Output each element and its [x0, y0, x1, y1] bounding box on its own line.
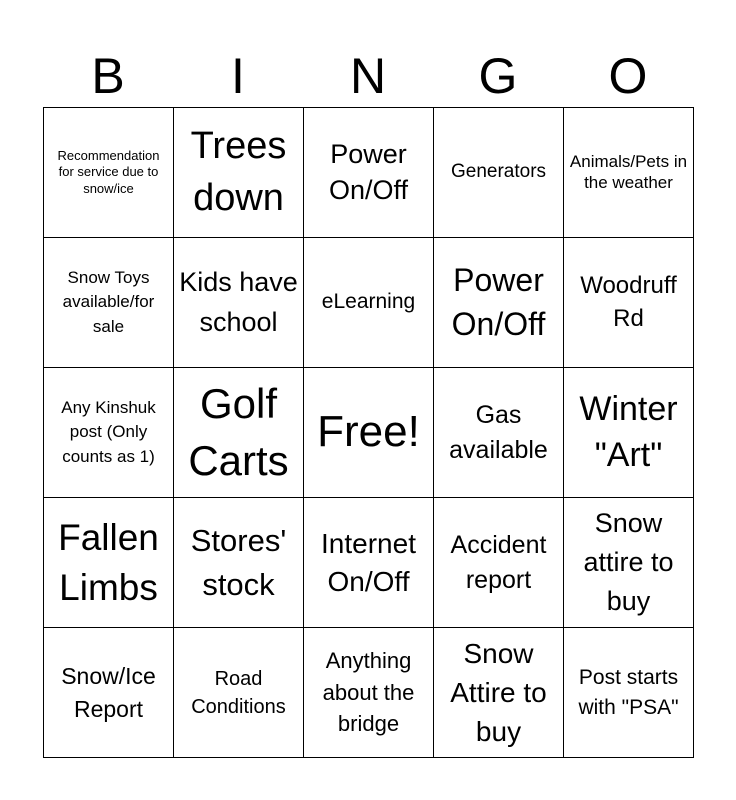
header-letter-g: G	[478, 48, 518, 104]
cell-label: Snow Attire to buy	[450, 637, 547, 748]
cell-label: Generators	[450, 161, 547, 183]
bingo-cell[interactable]	[304, 498, 434, 628]
bingo-cell[interactable]	[564, 238, 694, 368]
bingo-cell[interactable]	[434, 628, 564, 758]
bingo-cell[interactable]	[434, 498, 564, 628]
cell-label: Fallen Limbs	[58, 516, 159, 608]
bingo-cell[interactable]	[304, 628, 434, 758]
header-letter-o: O	[608, 48, 648, 104]
cell-label: Power On/Off	[328, 139, 409, 205]
header-letter-n: N	[349, 48, 387, 104]
cell-label: Trees down	[190, 125, 287, 219]
header-letter-b: B	[91, 48, 125, 104]
cell-label: Anything about the bridge	[322, 647, 415, 737]
bingo-board	[43, 107, 694, 758]
cell-label: eLearning	[321, 290, 416, 314]
bingo-cell[interactable]	[564, 368, 694, 498]
header-letter-i: I	[231, 48, 245, 104]
cell-label: Animals/Pets in the weather	[569, 152, 688, 192]
bingo-cell[interactable]	[174, 498, 304, 628]
bingo-cell[interactable]	[434, 238, 564, 368]
bingo-cell[interactable]	[434, 368, 564, 498]
bingo-cell[interactable]	[44, 368, 174, 498]
bingo-cell[interactable]	[434, 108, 564, 238]
cell-label: Snow Toys available/for sale	[62, 267, 155, 336]
cell-label: Kids have school	[179, 267, 298, 337]
bingo-header	[43, 44, 693, 108]
cell-label: Power On/Off	[451, 262, 546, 342]
cell-label: Internet On/Off	[321, 527, 416, 597]
cell-label: Recommendation for service due to snow/ice	[57, 148, 160, 196]
cell-label: Gas available	[449, 400, 548, 464]
bingo-cell[interactable]	[564, 108, 694, 238]
bingo-cell[interactable]	[44, 108, 174, 238]
bingo-cell[interactable]	[564, 628, 694, 758]
cell-label: Golf Carts	[188, 379, 289, 484]
bingo-cell[interactable]	[304, 108, 434, 238]
cell-label: Any Kinshuk post (Only counts as 1)	[61, 397, 156, 466]
bingo-cell[interactable]	[304, 238, 434, 368]
cell-label: Woodruff Rd	[580, 272, 677, 332]
bingo-cell-free[interactable]	[304, 368, 434, 498]
cell-label: Road Conditions	[191, 667, 286, 718]
cell-label: Stores' stock	[190, 523, 287, 602]
bingo-cell[interactable]	[44, 238, 174, 368]
cell-label: Free!	[317, 407, 420, 457]
bingo-cell[interactable]	[174, 238, 304, 368]
bingo-cell[interactable]	[174, 108, 304, 238]
cell-label: Winter "Art"	[579, 389, 678, 474]
bingo-cell[interactable]	[44, 498, 174, 628]
bingo-cell[interactable]	[44, 628, 174, 758]
cell-label: Snow/Ice Report	[61, 663, 156, 722]
cell-label: Accident report	[450, 530, 547, 594]
cell-label: Snow attire to buy	[583, 507, 674, 617]
bingo-cell[interactable]	[564, 498, 694, 628]
bingo-cell[interactable]	[174, 628, 304, 758]
bingo-cell[interactable]	[174, 368, 304, 498]
cell-label: Post starts with "PSA"	[578, 666, 679, 719]
